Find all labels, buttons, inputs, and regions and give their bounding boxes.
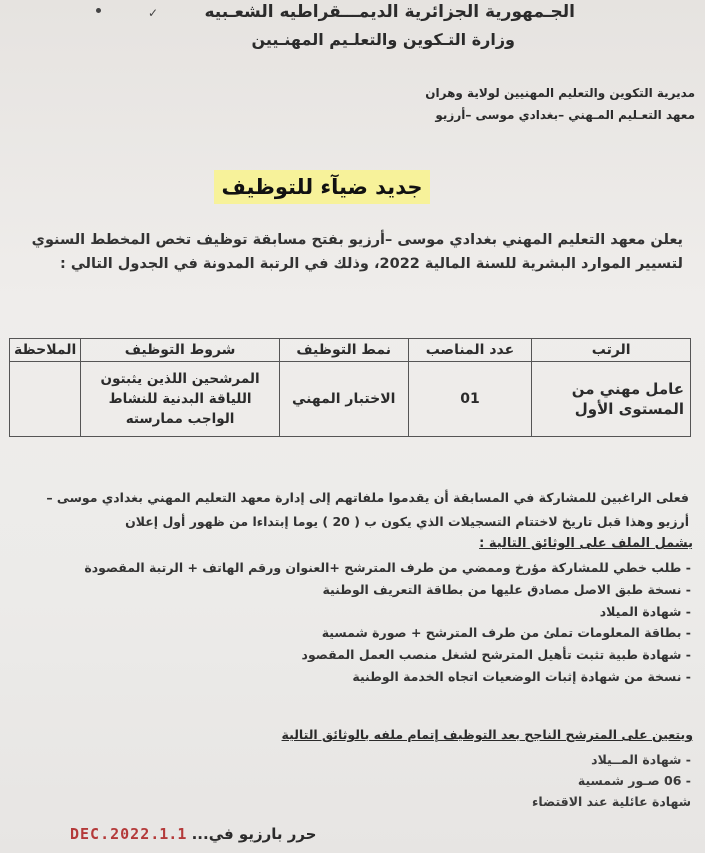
republic-header: الجـمهورية الجزائرية الديمـــقراطيه الشعـبيه — [204, 2, 575, 22]
list-item: - شهادة طبية تثبت تأهيل المترشح لشغل منصب العمل المقصود — [301, 647, 691, 663]
handwritten-mark: ✓ — [148, 6, 159, 20]
after-hiring-heading: ويتعين على المترشح الناجح بعد التوظيف إتمام ملفه بالوثائق التالية — [281, 727, 693, 742]
table-row — [10, 362, 691, 437]
cell-positions: 01 — [408, 362, 532, 437]
signature-place: حرر بارزيو في... — [191, 825, 317, 843]
header-mode: نمط التوظيف — [279, 339, 408, 362]
cell-remarks — [10, 362, 81, 437]
cell-grade: عامل مهني من المستوى الأول — [532, 362, 691, 437]
intro-paragraph: يعلن معهد التعليم المهني بغدادي موسى –أرزيو بفتح مسابقة توظيف تخص المخطط السنوي لتسيير الموارد البشرية للسنة المالية 2022، وذلك في الرتبة المدونة في الجدول التالي : — [31, 232, 683, 272]
after-hiring-list — [59, 749, 699, 812]
header-conditions: شروط التوظيف — [81, 339, 280, 362]
cell-mode: الاختبار المهني — [279, 362, 408, 437]
list-item: - بطاقة المعلومات تملئ من طرف المترشح + صورة شمسية — [321, 625, 691, 641]
documents-list — [59, 557, 699, 688]
list-item: - طلب خطي للمشاركة مؤرخ وممضي من طرف المترشح +العنوان ورقم الهاتف + الرتبة المقصودة — [84, 560, 691, 575]
ministry-header: وزارة التـكوين والتعلـيم المهنـيين — [251, 30, 515, 49]
applications-paragraph: فعلى الراغبين للمشاركة في المسابقة أن يقدموا ملفاتهم إلى إدارة معهد التعليم المهني بغدادي موسى –أرزيو وهذا قبل تاريخ لاختتام التسجيلات الذي يكون ب ( 20 ) يوما إبتداءا من ظهور أول إعلان — [46, 490, 689, 529]
documents-heading: يشمل الملف على الوثائق التالية : — [479, 536, 693, 551]
cell-conditions: المرشحين اللذين يثبتون اللياقة البدنية للنشاط الواجب ممارسته — [81, 362, 280, 437]
speck-mark — [96, 8, 101, 13]
header-remarks: الملاحظة — [10, 339, 81, 362]
institute-line: معهد التعـليم المـهني –بغدادي موسى –أرزيو — [435, 108, 695, 122]
date-stamp: 1.1.DEC.2022 — [70, 825, 187, 843]
header-grade: الرتب — [532, 339, 691, 362]
list-item: - نسخة طبق الاصل مصادق عليها من بطاقة التعريف الوطنية — [322, 581, 691, 597]
list-item: - شهادة المــيلاد — [591, 752, 691, 767]
list-item: - نسخة من شهادة إثبات الوضعيات اتجاه الخدمة الوطنية — [352, 668, 691, 684]
signature-line — [70, 825, 317, 843]
list-item: - 06 صـور شمسية — [577, 773, 691, 788]
table-header-row — [10, 339, 691, 362]
header-positions: عدد المناصب — [408, 339, 532, 362]
directorate-line: مديرية التكوين والتعليم المهنيين لولاية وهران — [425, 86, 695, 100]
list-item: - شهادة الميلاد — [599, 603, 691, 619]
list-item: شهادة عائلية عند الاقتضاء — [532, 794, 691, 809]
positions-table — [9, 338, 691, 437]
announcement-title: جديد ضيآء للتوظيف — [214, 170, 430, 204]
